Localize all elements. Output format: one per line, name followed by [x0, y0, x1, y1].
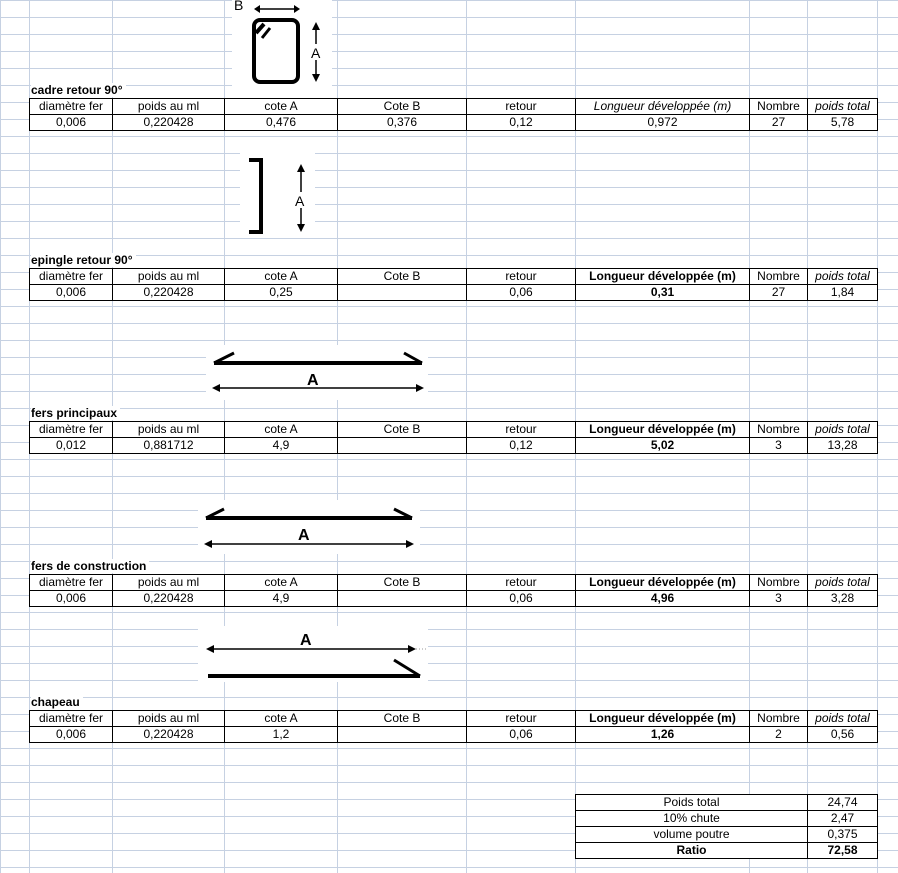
fers-principaux-diagram [206, 345, 428, 400]
cell-cote-a[interactable]: 0,25 [225, 285, 338, 301]
fers-principaux-table [29, 421, 878, 454]
summary-label[interactable]: volume poutre [576, 827, 808, 843]
header-cote-b[interactable]: Cote B [338, 99, 467, 115]
header-poids-total[interactable]: poids total [808, 422, 878, 438]
header-retour[interactable]: retour [467, 575, 576, 591]
header-poids-total[interactable]: poids total [808, 575, 878, 591]
cell-longueur[interactable]: 5,02 [576, 438, 750, 454]
epingle-table [29, 268, 878, 301]
header-poids-total[interactable]: poids total [808, 269, 878, 285]
label-a: A [298, 527, 310, 544]
section-title-epingle: epingle retour 90° [31, 253, 136, 267]
label-a: A [311, 45, 321, 61]
cell-longueur[interactable]: 0,972 [576, 115, 750, 131]
table-header-row [30, 99, 878, 115]
summary-value[interactable]: 72,58 [808, 843, 878, 859]
table-row [30, 115, 878, 131]
cell-cote-a[interactable]: 4,9 [225, 438, 338, 454]
header-nombre[interactable]: Nombre [750, 269, 808, 285]
cell-poids-ml[interactable]: 0,220428 [113, 727, 225, 743]
fers-construction-diagram [198, 500, 420, 554]
header-longueur[interactable]: Longueur développée (m) [576, 269, 750, 285]
cell-longueur[interactable]: 0,31 [576, 285, 750, 301]
header-retour[interactable]: retour [467, 269, 576, 285]
header-retour[interactable]: retour [467, 99, 576, 115]
header-nombre[interactable]: Nombre [750, 422, 808, 438]
cell-nombre[interactable]: 3 [750, 591, 808, 607]
header-poids-total[interactable]: poids total [808, 99, 878, 115]
table-row [30, 438, 878, 454]
label-a: A [307, 372, 319, 389]
cell-cote-a[interactable]: 4,9 [225, 591, 338, 607]
header-nombre[interactable]: Nombre [750, 711, 808, 727]
header-cote-a[interactable]: cote A [225, 99, 338, 115]
section-title-chapeau: chapeau [31, 695, 83, 709]
cell-poids-total[interactable]: 0,56 [808, 727, 878, 743]
header-poids-ml[interactable]: poids au ml [113, 575, 225, 591]
cell-poids-total[interactable]: 5,78 [808, 115, 878, 131]
label-b: B [234, 0, 244, 13]
section-title-cadre: cadre retour 90° [31, 83, 126, 97]
fers-construction-table [29, 574, 878, 607]
header-longueur[interactable]: Longueur développée (m) [576, 422, 750, 438]
section-title-fers-construction: fers de construction [31, 559, 149, 573]
header-diametre[interactable]: diamètre fer [30, 422, 113, 438]
header-poids-ml[interactable]: poids au ml [113, 99, 225, 115]
cell-retour[interactable]: 0,06 [467, 727, 576, 743]
cell-cote-a[interactable]: 1,2 [225, 727, 338, 743]
table-row [30, 591, 878, 607]
cell-diametre[interactable]: 0,006 [30, 115, 113, 131]
header-nombre[interactable]: Nombre [750, 99, 808, 115]
header-longueur[interactable]: Longueur développée (m) [576, 575, 750, 591]
table-header-row [30, 711, 878, 727]
cell-diametre[interactable]: 0,012 [30, 438, 113, 454]
cell-cote-b[interactable] [338, 591, 467, 607]
header-retour[interactable]: retour [467, 711, 576, 727]
header-longueur[interactable]: Longueur développée (m) [576, 99, 750, 115]
summary-value[interactable]: 0,375 [808, 827, 878, 843]
chapeau-diagram [198, 626, 428, 682]
header-cote-b[interactable]: Cote B [338, 269, 467, 285]
cell-cote-b[interactable] [338, 727, 467, 743]
header-retour[interactable]: retour [467, 422, 576, 438]
table-header-row [30, 422, 878, 438]
header-cote-b[interactable]: Cote B [338, 711, 467, 727]
cell-poids-total[interactable]: 1,84 [808, 285, 878, 301]
summary-value[interactable]: 24,74 [808, 795, 878, 811]
cell-poids-ml[interactable]: 0,220428 [113, 591, 225, 607]
table-row [30, 727, 878, 743]
table-header-row [30, 269, 878, 285]
cell-retour[interactable]: 0,12 [467, 438, 576, 454]
table-header-row [30, 575, 878, 591]
header-cote-a[interactable]: cote A [225, 269, 338, 285]
header-cote-a[interactable]: cote A [225, 711, 338, 727]
cell-poids-ml[interactable]: 0,220428 [113, 115, 225, 131]
cell-poids-ml[interactable]: 0,220428 [113, 285, 225, 301]
section-title-fers-principaux: fers principaux [31, 406, 120, 420]
cell-poids-ml[interactable]: 0,881712 [113, 438, 225, 454]
label-a: A [300, 632, 312, 649]
cell-nombre[interactable]: 2 [750, 727, 808, 743]
header-cote-a[interactable]: cote A [225, 575, 338, 591]
summary-label[interactable]: Poids total [576, 795, 808, 811]
cell-retour[interactable]: 0,06 [467, 591, 576, 607]
chapeau-table [29, 710, 878, 743]
cell-longueur[interactable]: 1,26 [576, 727, 750, 743]
header-poids-ml[interactable]: poids au ml [113, 422, 225, 438]
table-row [30, 285, 878, 301]
cell-nombre[interactable]: 27 [750, 285, 808, 301]
header-cote-b[interactable]: Cote B [338, 422, 467, 438]
summary-value[interactable]: 2,47 [808, 811, 878, 827]
cell-longueur[interactable]: 4,96 [576, 591, 750, 607]
summary-label[interactable]: 10% chute [576, 811, 808, 827]
header-cote-b[interactable]: Cote B [338, 575, 467, 591]
summary-row [576, 811, 878, 827]
summary-table [575, 794, 878, 859]
cadre-diagram [232, 0, 332, 88]
header-poids-ml[interactable]: poids au ml [113, 711, 225, 727]
header-nombre[interactable]: Nombre [750, 575, 808, 591]
summary-row-ratio [576, 843, 878, 859]
header-diametre[interactable]: diamètre fer [30, 575, 113, 591]
header-cote-a[interactable]: cote A [225, 422, 338, 438]
cell-nombre[interactable]: 3 [750, 438, 808, 454]
summary-label[interactable]: Ratio [576, 843, 808, 859]
cell-cote-a[interactable]: 0,476 [225, 115, 338, 131]
label-a: A [295, 193, 305, 209]
cell-diametre[interactable]: 0,006 [30, 727, 113, 743]
summary-row [576, 827, 878, 843]
header-poids-total[interactable]: poids total [808, 711, 878, 727]
header-poids-ml[interactable]: poids au ml [113, 269, 225, 285]
epingle-diagram [240, 152, 315, 238]
cell-poids-total[interactable]: 13,28 [808, 438, 878, 454]
cell-cote-b[interactable]: 0,376 [338, 115, 467, 131]
cell-cote-b[interactable] [338, 285, 467, 301]
cell-diametre[interactable]: 0,006 [30, 591, 113, 607]
summary-row [576, 795, 878, 811]
header-diametre[interactable]: diamètre fer [30, 269, 113, 285]
cell-poids-total[interactable]: 3,28 [808, 591, 878, 607]
header-diametre[interactable]: diamètre fer [30, 99, 113, 115]
cell-nombre[interactable]: 27 [750, 115, 808, 131]
cell-retour[interactable]: 0,12 [467, 115, 576, 131]
cell-diametre[interactable]: 0,006 [30, 285, 113, 301]
header-diametre[interactable]: diamètre fer [30, 711, 113, 727]
cadre-table [29, 98, 878, 131]
cell-retour[interactable]: 0,06 [467, 285, 576, 301]
header-longueur[interactable]: Longueur développée (m) [576, 711, 750, 727]
cell-cote-b[interactable] [338, 438, 467, 454]
